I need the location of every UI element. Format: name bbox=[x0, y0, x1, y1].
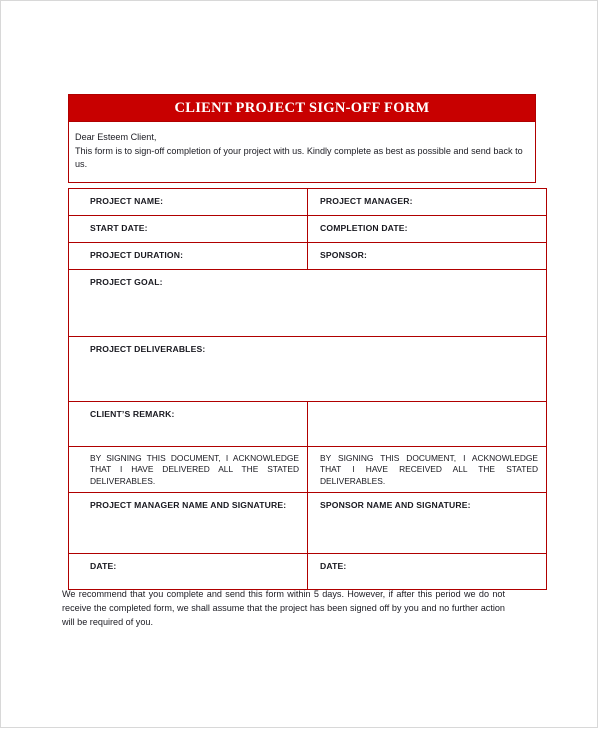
field-label: CLIENT’S REMARK: bbox=[90, 408, 175, 419]
field-project-duration[interactable] bbox=[69, 242, 308, 269]
table-row bbox=[69, 188, 547, 215]
field-sponsor-signature[interactable] bbox=[308, 493, 547, 554]
field-label: PROJECT DELIVERABLES: bbox=[90, 343, 206, 354]
field-sponsor[interactable] bbox=[308, 242, 547, 269]
acknowledgement-delivered bbox=[69, 446, 308, 492]
field-date-right[interactable] bbox=[308, 554, 547, 590]
form-header-banner bbox=[68, 94, 536, 122]
table-row bbox=[69, 446, 547, 492]
greeting-block bbox=[68, 122, 536, 183]
field-project-manager[interactable] bbox=[308, 188, 547, 215]
acknowledgement-text: BY SIGNING THIS DOCUMENT, I ACKNOWLEDGE THAT I HAVE DELIVERED ALL THE STATED DELIVERABLES. bbox=[90, 452, 299, 486]
greeting-salutation: Dear Esteem Client, bbox=[75, 132, 157, 142]
field-label: PROJECT GOAL: bbox=[90, 276, 163, 287]
field-label: PROJECT MANAGER NAME AND SIGNATURE: bbox=[90, 500, 287, 510]
field-label: PROJECT MANAGER: bbox=[320, 195, 413, 206]
field-clients-remark[interactable] bbox=[69, 401, 308, 446]
form-document bbox=[68, 94, 547, 590]
field-start-date[interactable] bbox=[69, 215, 308, 242]
field-clients-remark-right[interactable] bbox=[308, 401, 547, 446]
field-label: COMPLETION DATE: bbox=[320, 222, 408, 233]
acknowledgement-text: BY SIGNING THIS DOCUMENT, I ACKNOWLEDGE THAT I HAVE RECEIVED ALL THE STATED DELIVERABLES. bbox=[320, 452, 538, 486]
field-label: SPONSOR NAME AND SIGNATURE: bbox=[320, 500, 471, 510]
table-row bbox=[69, 215, 547, 242]
table-row bbox=[69, 269, 547, 336]
table-row bbox=[69, 401, 547, 446]
form-fields-table bbox=[68, 188, 547, 590]
footer-note bbox=[62, 587, 505, 630]
field-label: PROJECT DURATION: bbox=[90, 249, 184, 260]
field-project-name[interactable] bbox=[69, 188, 308, 215]
greeting-body: This form is to sign-off completion of your project with us. Kindly complete as best as possible and send back to us. bbox=[75, 145, 523, 170]
field-label: START DATE: bbox=[90, 222, 148, 233]
footer-note-text: We recommend that you complete and send this form within 5 days. However, if after this period we do not receive the completed form, we shall assume that the project has been signed off by you and no further action will be required of you. bbox=[62, 589, 505, 628]
table-row bbox=[69, 336, 547, 401]
table-row bbox=[69, 554, 547, 590]
field-label: SPONSOR: bbox=[320, 249, 368, 260]
field-date-left[interactable] bbox=[69, 554, 308, 590]
form-title: CLIENT PROJECT SIGN-OFF FORM bbox=[174, 99, 430, 116]
table-row bbox=[69, 493, 547, 554]
field-label: PROJECT NAME: bbox=[90, 195, 164, 206]
field-label: DATE: bbox=[90, 561, 117, 571]
field-project-goal[interactable] bbox=[69, 269, 547, 336]
table-row bbox=[69, 242, 547, 269]
field-completion-date[interactable] bbox=[308, 215, 547, 242]
field-project-deliverables[interactable] bbox=[69, 336, 547, 401]
field-project-manager-signature[interactable] bbox=[69, 493, 308, 554]
field-label: DATE: bbox=[320, 561, 347, 571]
acknowledgement-received bbox=[308, 446, 547, 492]
